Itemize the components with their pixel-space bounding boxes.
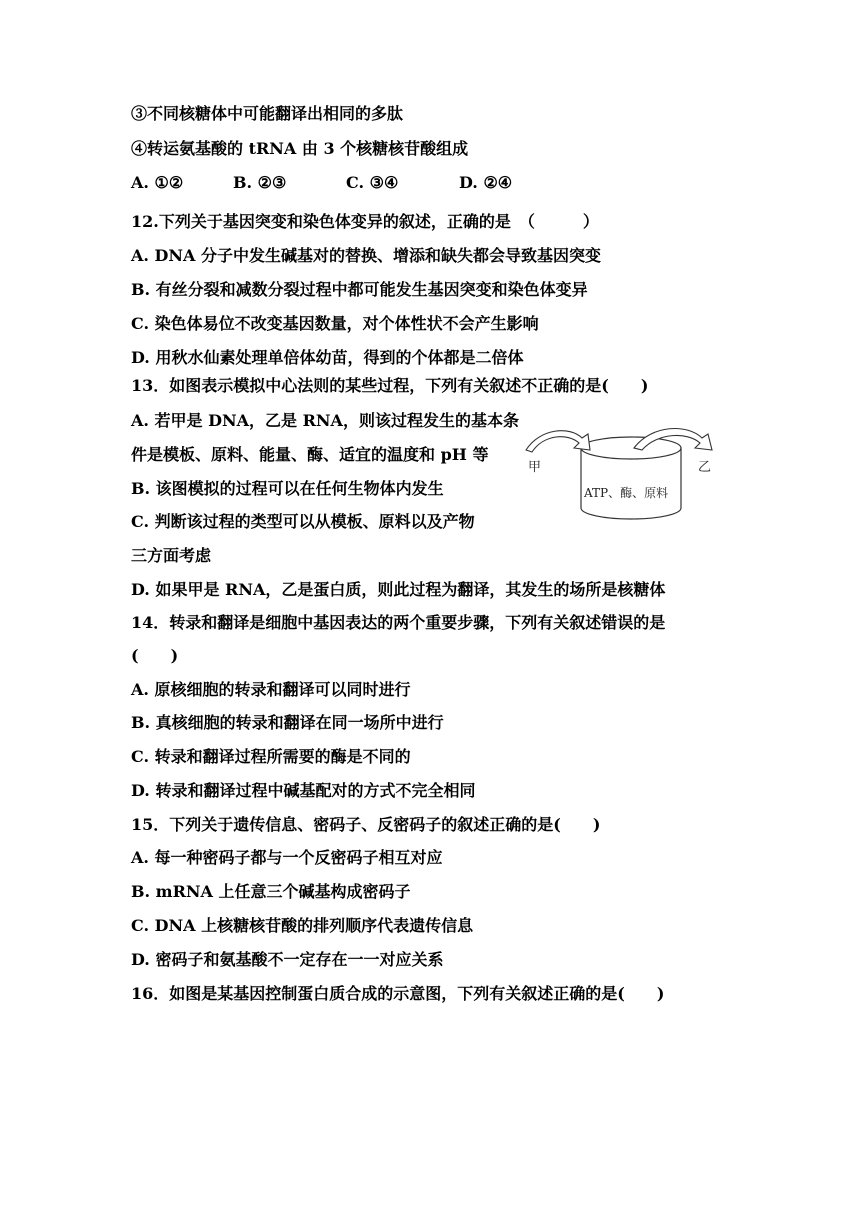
figure-label-yi: 乙 (698, 460, 712, 475)
q14-option-c: C. 转录和翻译过程所需要的酶是不同的 (131, 747, 411, 766)
figure-label-jia: 甲 (528, 460, 542, 475)
central-dogma-figure (522, 420, 732, 530)
figure-cylinder-label: ATP、酶、原料 (584, 486, 669, 500)
q11-item-3: ③不同核糖体中可能翻译出相同的多肽 (131, 104, 404, 123)
q11-item-4: ④转运氨基酸的 tRNA 由 3 个核糖核苷酸组成 (131, 139, 469, 158)
q12-option-d: D. 用秋水仙素处理单倍体幼苗，得到的个体都是二倍体 (131, 348, 524, 367)
q13-option-c-line2: 三方面考虑 (131, 546, 212, 565)
q14-option-d: D. 转录和翻译过程中碱基配对的方式不完全相同 (131, 781, 476, 800)
q13-stem: 13．如图表示模拟中心法则的某些过程，下列有关叙述不正确的是( ) (131, 376, 649, 395)
q12-option-b: B. 有丝分裂和减数分裂过程中都可能发生基因突变和染色体变异 (131, 280, 588, 299)
q15-option-d: D. 密码子和氨基酸不一定存在一一对应关系 (131, 950, 444, 969)
q12-stem: 12.下列关于基因突变和染色体变异的叙述，正确的是 （ ） (131, 212, 599, 231)
q15-option-c: C. DNA 上核糖核苷酸的排列顺序代表遗传信息 (131, 916, 474, 935)
cylinder-shape (581, 437, 681, 519)
left-arrow (526, 431, 590, 452)
q12-option-a: A. DNA 分子中发生碱基对的替换、增添和缺失都会导致基因突变 (131, 246, 602, 265)
q11-option-d: D. ②④ (459, 173, 513, 192)
q11-options (131, 173, 512, 193)
q11-option-c: C. ③④ (346, 173, 399, 192)
right-arrow (634, 429, 712, 450)
q13-option-b: B. 该图模拟的过程可以在任何生物体内发生 (131, 479, 444, 498)
q14-option-b: B. 真核细胞的转录和翻译在同一场所中进行 (131, 713, 444, 732)
q16-stem: 16．如图是某基因控制蛋白质合成的示意图，下列有关叙述正确的是( ) (131, 984, 665, 1003)
q13-option-d: D. 如果甲是 RNA，乙是蛋白质，则此过程为翻译，其发生的场所是核糖体 (131, 580, 666, 599)
q14-stem: 14．转录和翻译是细胞中基因表达的两个重要步骤，下列有关叙述错误的是 (131, 613, 666, 632)
q13-option-a-line2: 件是模板、原料、能量、酶、适宜的温度和 pH 等 (131, 445, 489, 464)
q15-stem: 15．下列关于遗传信息、密码子、反密码子的叙述正确的是( ) (131, 815, 601, 834)
q15-option-a: A. 每一种密码子都与一个反密码子相互对应 (131, 848, 443, 867)
central-dogma-diagram (522, 420, 732, 530)
q14-option-a: A. 原核细胞的转录和翻译可以同时进行 (131, 680, 411, 699)
q13-option-c-line1: C. 判断该过程的类型可以从模板、原料以及产物 (131, 512, 475, 531)
q13-option-a-line1: A. 若甲是 DNA，乙是 RNA，则该过程发生的基本条 (131, 411, 519, 430)
q11-option-a: A. ①② (131, 173, 184, 192)
q11-option-b: B. ②③ (233, 173, 287, 192)
q15-option-b: B. mRNA 上任意三个碱基构成密码子 (131, 882, 411, 901)
q12-option-c: C. 染色体易位不改变基因数量，对个体性状不会产生影响 (131, 314, 539, 333)
q14-paren: ( ) (131, 646, 179, 665)
